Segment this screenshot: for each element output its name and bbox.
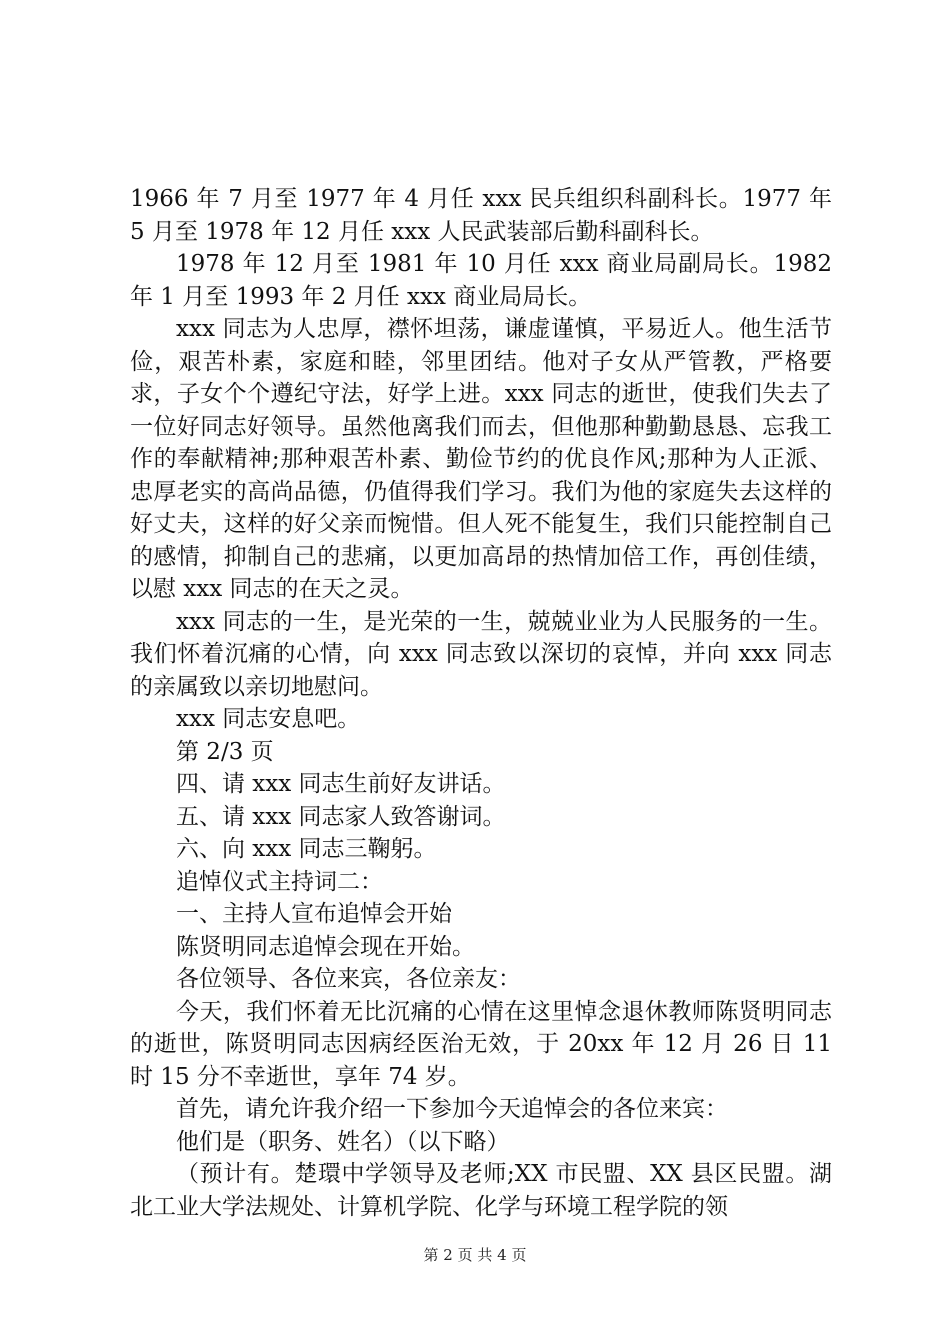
paragraph: 陈贤明同志追悼会现在开始。: [176, 933, 475, 960]
paragraph: 1966 年 7 月至 1977 年 4 月任 xxx 民兵组织科副科长。1977 年 5 月至 1978 年 12 月任 xxx 人民武装部后勤科副科长。: [130, 186, 832, 245]
agenda-item: 一、主持人宣布追悼会开始: [176, 901, 452, 927]
paragraph: 今天，我们怀着无比沉痛的心情在这里悼念退休教师陈贤明同志的逝世，陈贤明同志因病经医治无效，于 20xx 年 12 月 26 日 11 时 15 分不幸逝世，享年 74 岁。: [130, 998, 832, 1090]
paragraph: xxx 同志的一生，是光荣的一生，兢兢业业为人民服务的一生。我们怀着沉痛的心情，向 xxx 同志致以深切的哀悼，并向 xxx 同志的亲属致以亲切地慰问。: [130, 608, 832, 700]
paragraph: xxx 同志安息吧。: [176, 706, 361, 732]
page-footer: 第 2 页 共 4 页: [423, 1246, 527, 1264]
section-heading: 追悼仪式主持词二：: [176, 868, 383, 895]
paragraph: 1978 年 12 月至 1981 年 10 月任 xxx 商业局副局长。1982 年 1 月至 1993 年 2 月任 xxx 商业局局长。: [130, 251, 832, 310]
agenda-item: 四、请 xxx 同志生前好友讲话。: [176, 771, 506, 797]
paragraph: xxx 同志为人忠厚，襟怀坦荡，谦虚谨慎，平易近人。他生活节俭，艰苦朴素，家庭和睦，邻里团结。他对子女从严管教，严格要求，子女个个遵纪守法，好学上进。xxx 同志的逝世，使我们失去了一位好同志好领导。虽然他离我们而去，但他那种勤勤恳恳、忘我工作的奉献精神;那种艰苦朴素、勤俭节约的优良作风;那种为人正派、忠厚老实的高尚品德，仍值得我们学习。我们为他的家庭失去这样的好丈夫，这样的好父亲而惋惜。但人死不能复生，我们只能控制自己的感情，抑制自己的悲痛，以更加高昂的热情加倍工作，再创佳绩，以慰 xxx 同志的在天之灵。: [130, 316, 832, 602]
agenda-item: 五、请 xxx 同志家人致答谢词。: [176, 803, 506, 830]
agenda-item: 六、向 xxx 同志三鞠躬。: [176, 836, 437, 862]
inline-page-marker: 第 2/3 页: [176, 738, 274, 765]
paragraph: 他们是（职务、姓名）（以下略）: [176, 1128, 510, 1155]
paragraph: 首先，请允许我介绍一下参加今天追悼会的各位来宾：: [176, 1096, 728, 1122]
paragraph: （预计有。楚環中学领导及老师;XX 市民盟、XX 县区民盟。湖北工业大学法规处、计算机学院、化学与环境工程学院的领: [130, 1161, 832, 1220]
salutation: 各位领导、各位来宾，各位亲友：: [176, 966, 521, 992]
document-body: [130, 183, 832, 1223]
